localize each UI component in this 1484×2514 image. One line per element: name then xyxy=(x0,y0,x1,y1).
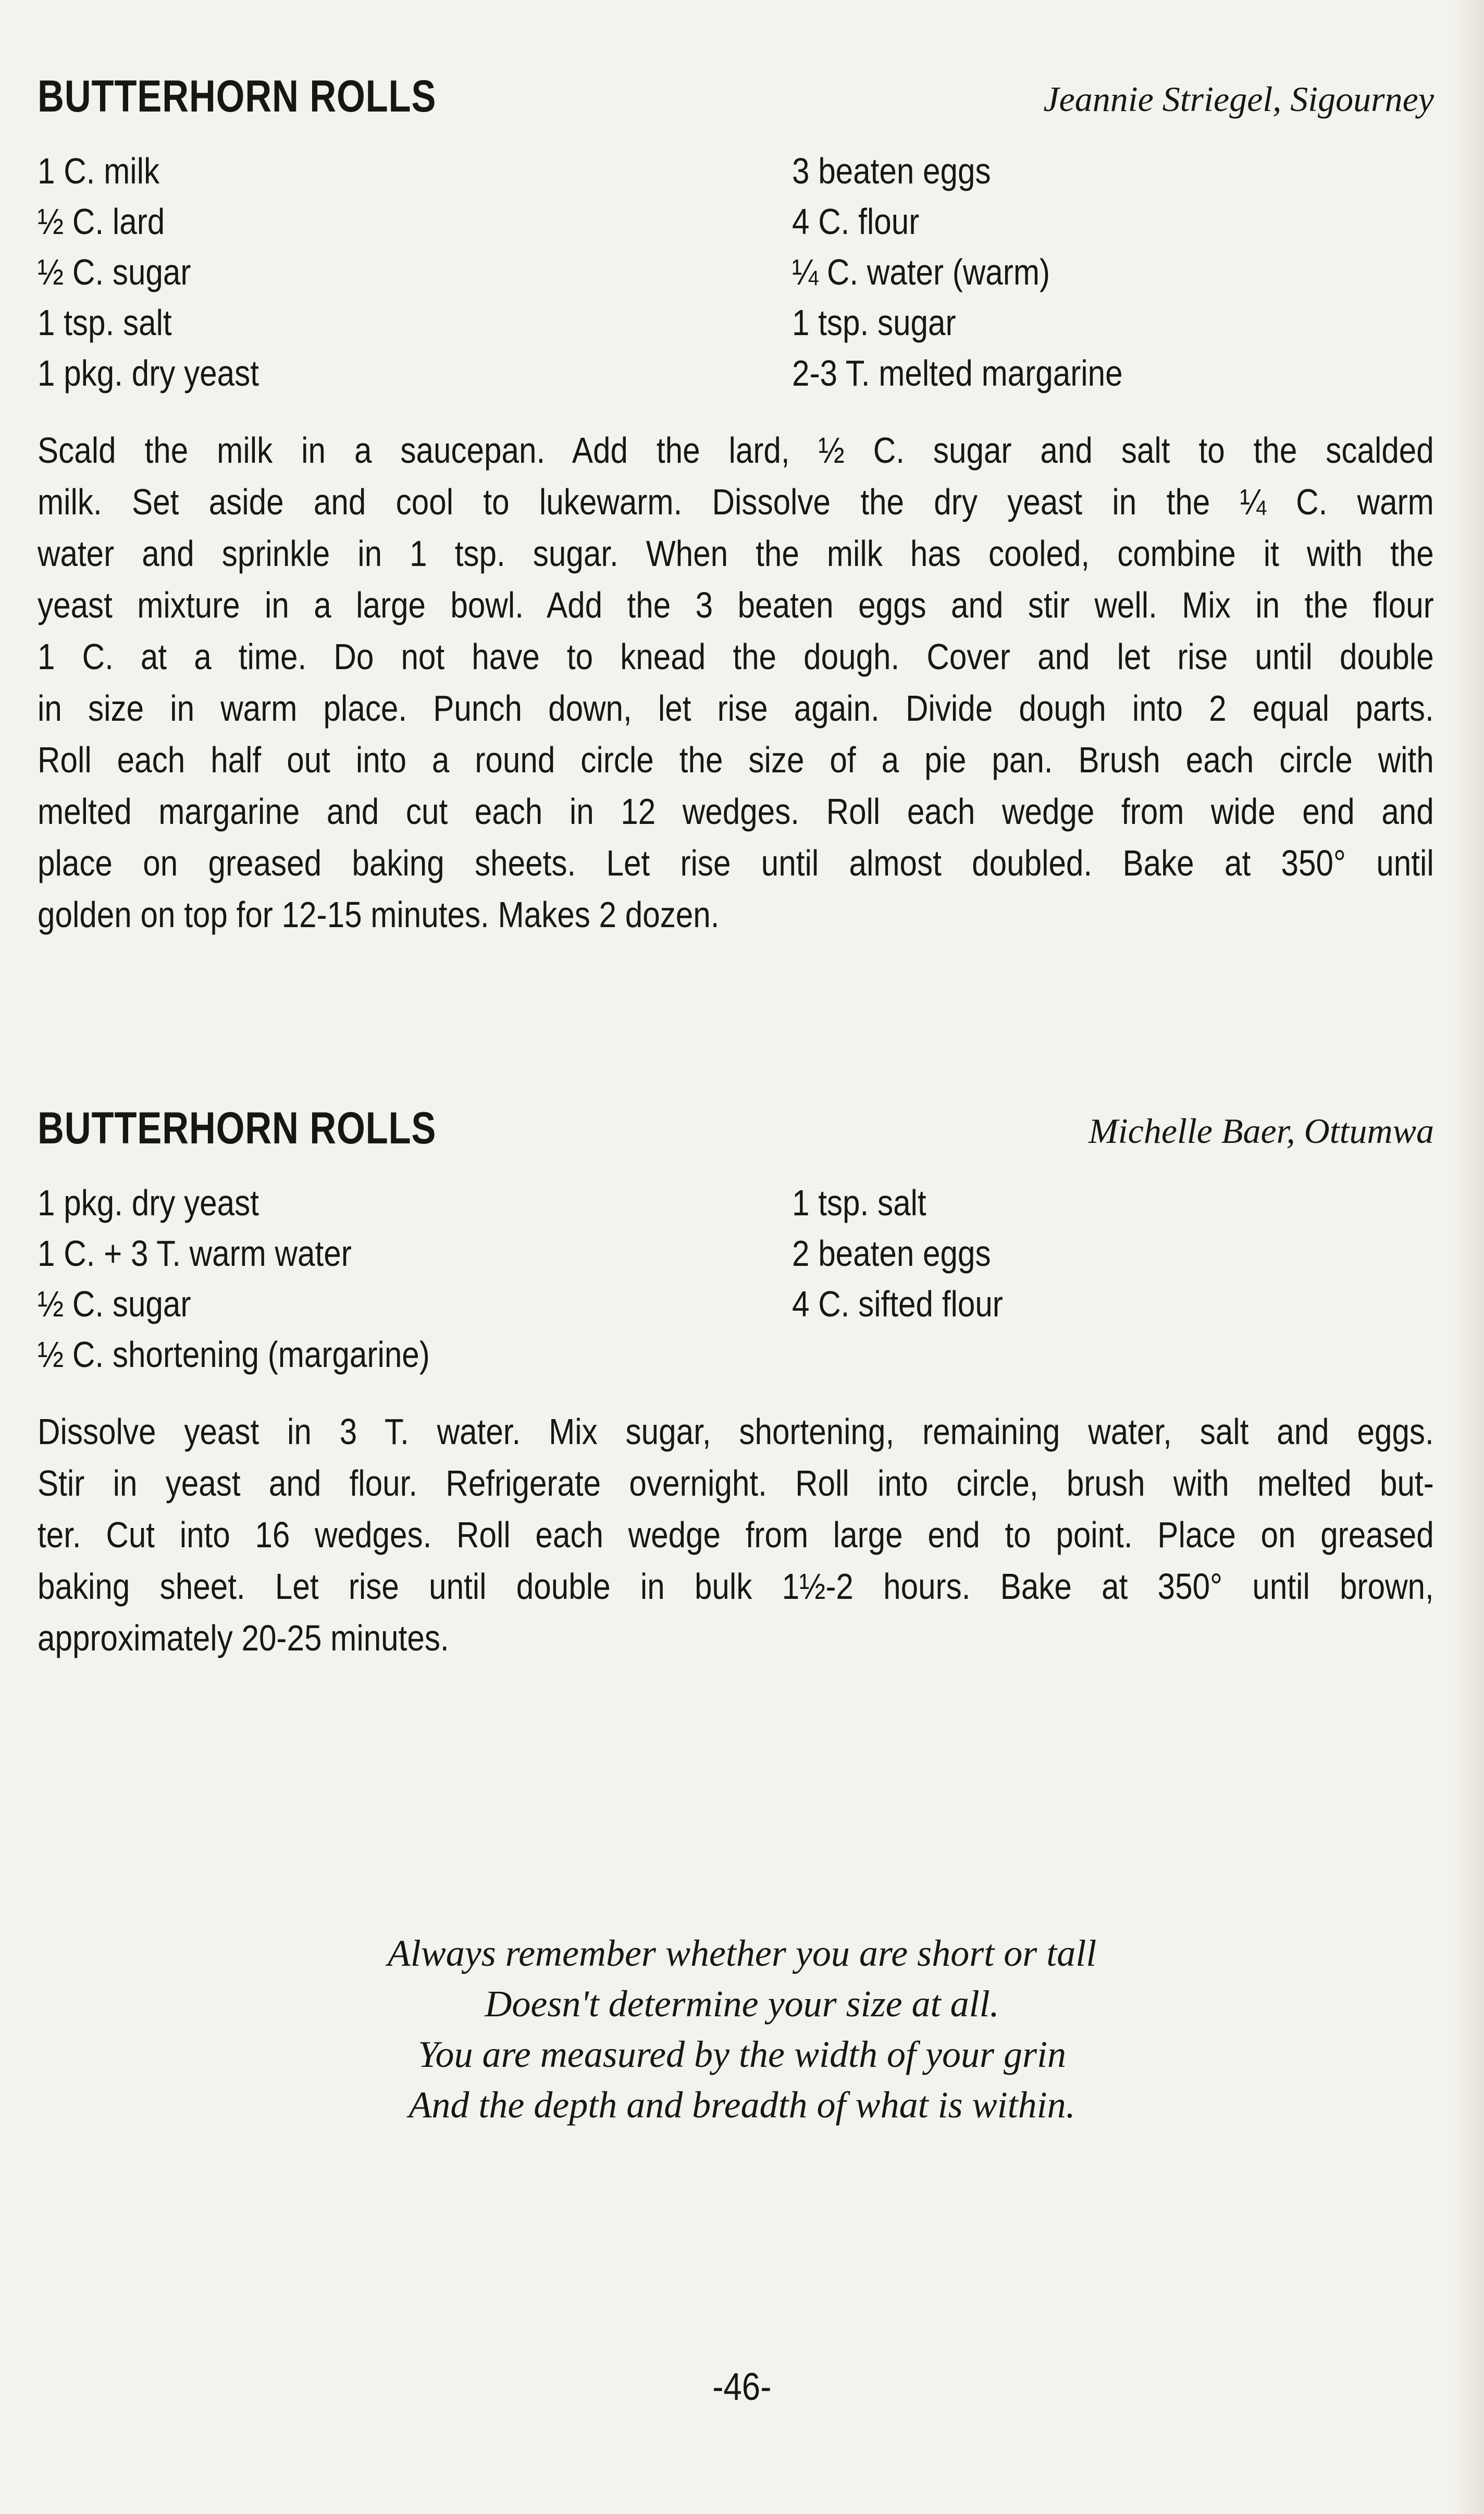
poem-line: Always remember whether you are short or tall xyxy=(387,1932,1097,1974)
directions-line: baking sheet. Let rise until double in bulk 1½-2 hours. Bake at 350° until brown, xyxy=(38,1566,1434,1607)
directions-line: Dissolve yeast in 3 T. water. Mix sugar, shortening, remaining water, salt and eggs. xyxy=(38,1411,1434,1452)
directions-line: water and sprinkle in 1 tsp. sugar. When the milk has cooled, combine it with the xyxy=(38,533,1434,574)
ingredient: ½ C. lard xyxy=(38,201,165,242)
ingredient: 1 tsp. salt xyxy=(792,1182,926,1223)
ingredients-left-column xyxy=(38,146,792,399)
ingredient: 2-3 T. melted margarine xyxy=(792,353,1123,393)
ingredients-list xyxy=(38,1178,1434,1380)
ingredient: 1 pkg. dry yeast xyxy=(38,353,259,393)
poem-line: You are measured by the width of your grin xyxy=(418,2034,1066,2075)
ingredient: ½ C. sugar xyxy=(38,252,191,292)
ingredient: 4 C. flour xyxy=(792,201,920,242)
recipe-header xyxy=(38,68,1434,130)
ingredient: ½ C. shortening (margarine) xyxy=(38,1334,430,1375)
recipe-title: BUTTERHORN ROLLS xyxy=(38,71,437,121)
ingredient: 4 C. sifted flour xyxy=(792,1284,1003,1324)
directions-line: place on greased baking sheets. Let rise until almost doubled. Bake at 350° until xyxy=(38,843,1434,883)
recipe-author: Jeannie Striegel, Sigourney xyxy=(1043,79,1434,119)
recipe-title: BUTTERHORN ROLLS xyxy=(38,1103,437,1153)
recipe-header xyxy=(38,1100,1434,1162)
ingredient: 1 pkg. dry yeast xyxy=(38,1182,259,1223)
poem-line: And the depth and breadth of what is within. xyxy=(409,2084,1075,2126)
directions-line: golden on top for 12-15 minutes. Makes 2 dozen. xyxy=(38,894,720,935)
page-edge-shadow xyxy=(1453,0,1484,2514)
ingredients-left-column xyxy=(38,1178,792,1380)
page-number xyxy=(0,2361,1484,2413)
directions-line: melted margarine and cut each in 12 wedges. Roll each wedge from wide end and xyxy=(38,791,1434,832)
ingredients-right-column xyxy=(792,1178,1417,1380)
poem-line: Doesn't determine your size at all. xyxy=(485,1983,999,2025)
recipe-author: Michelle Baer, Ottumwa xyxy=(1089,1111,1434,1151)
ingredients-right-column xyxy=(792,146,1417,399)
ingredient: ½ C. sugar xyxy=(38,1284,191,1324)
poem xyxy=(0,1928,1484,2130)
page-number-text: -46- xyxy=(712,2365,772,2408)
directions-line: Roll each half out into a round circle the size of a pie pan. Brush each circle with xyxy=(38,740,1434,780)
directions-line: Scald the milk in a saucepan. Add the lard, ½ C. sugar and salt to the scalded xyxy=(38,430,1434,471)
ingredient: 3 beaten eggs xyxy=(792,151,991,191)
ingredient: 1 C. + 3 T. warm water xyxy=(38,1233,352,1274)
directions-line: Stir in yeast and flour. Refrigerate overnight. Roll into circle, brush with melted but- xyxy=(38,1463,1434,1504)
recipe-2 xyxy=(38,1100,1434,1664)
directions-line: ter. Cut into 16 wedges. Roll each wedge from large end to point. Place on greased xyxy=(38,1514,1434,1555)
recipe-1 xyxy=(38,68,1434,941)
ingredient: 1 tsp. salt xyxy=(38,302,172,343)
directions-line: yeast mixture in a large bowl. Add the 3 beaten eggs and stir well. Mix in the flour xyxy=(38,585,1434,625)
ingredient: ¼ C. water (warm) xyxy=(792,252,1050,292)
directions-line: 1 C. at a time. Do not have to knead the dough. Cover and let rise until double xyxy=(38,636,1434,677)
recipe-directions xyxy=(38,1406,1434,1664)
recipe-directions xyxy=(38,425,1434,941)
directions-line: milk. Set aside and cool to lukewarm. Dissolve the dry yeast in the ¼ C. warm xyxy=(38,482,1434,522)
ingredient: 2 beaten eggs xyxy=(792,1233,991,1274)
ingredient: 1 tsp. sugar xyxy=(792,302,956,343)
directions-line: approximately 20-25 minutes. xyxy=(38,1618,449,1658)
ingredient: 1 C. milk xyxy=(38,151,160,191)
ingredients-list xyxy=(38,146,1434,399)
directions-line: in size in warm place. Punch down, let rise again. Divide dough into 2 equal parts. xyxy=(38,688,1434,729)
